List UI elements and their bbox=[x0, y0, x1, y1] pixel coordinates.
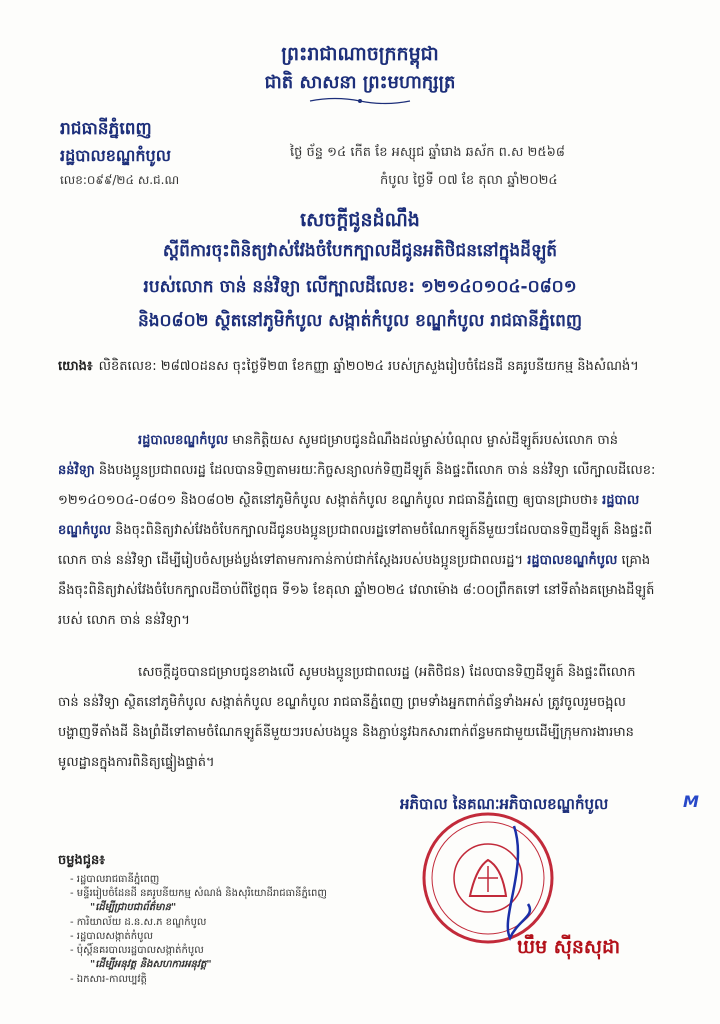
reference-number: លេខ:០៩៩/២៤ ស.ជ.ណ bbox=[60, 173, 180, 187]
paragraph-text: មានកិត្តិយស សូមជម្រាបជូនដំណឹងដល់ម្ចាស់បំណុល ម្ចាស់ដីឡូត៍របស់លោក ចាន់ bbox=[228, 433, 618, 448]
cc-item: - ប៉ុស្ដិ៍នគរបាលរដ្ឋបាលសង្កាត់កំបូល bbox=[70, 945, 204, 956]
ornament-divider-icon bbox=[305, 96, 415, 106]
lunar-date: ថ្ងៃ ច័ន្ទ ១៤ កើត ខែ អស្សុជ ឆ្នាំរោង ឆស័ក ព.ស ២៥៦៨ bbox=[290, 145, 565, 160]
reference-label: យោង៖ bbox=[58, 359, 93, 374]
initials-mark: M bbox=[683, 792, 699, 811]
body-paragraph-1 bbox=[58, 426, 658, 636]
paragraph-text: គ្រោងនឹងចុះពិនិត្យវាស់វែងចំបែកក្បាលដីចាប់ពីថ្ងៃពុធ ទី១៦ ខែតុលា ឆ្នាំ២០២៤ វេលាម៉ោង ៨:០០ព្រឹកតទៅ នៅទីតាំងគម្រោងដីឡូត៍របស់ លោក ចាន់ នន់វិទ្យា។ bbox=[58, 553, 655, 628]
signatory-title: អភិបាល នៃគណៈអភិបាលខណ្ឌកំបូល bbox=[400, 795, 609, 813]
cc-note: "ដើម្បីជ្រាបជាព័ត៌មាន" bbox=[90, 902, 177, 913]
body-paragraph-2: សេចក្ដីដូចបានជម្រាបជូនខាងលើ សូមបងប្អូនប្រជាពលរដ្ឋ (អតិថិជន) ដែលបានទិញដីឡូត៍ និងផ្ទះពីលោក ចាន់ នន់វិទ្យា ស្ថិតនៅភូមិកំបូល សង្កាត់កំបូល ខណ្ឌកំបូល រាជធានីភ្នំពេញ ព្រមទាំងអ្នកពាក់ព័ន្ធទាំងអស់ ត្រូវចូលរួមចង្អុលបង្ហាញទីតាំងដី និងព្រំដីទៅតាមចំណែកឡូត៍នីមួយៗរបស់បងប្អូន និងភ្ជាប់នូវឯកសារពាក់ព័ន្ធមកជាមួយដើម្បីក្រុមការងារមានមូលដ្ឋានក្នុងការពិនិត្យផ្ទៀងផ្ទាត់។ bbox=[58, 665, 636, 770]
paragraph-text: និងចុះពិនិត្យវាស់វែងចំបែកក្បាលដីជូនបងប្អូនប្រជាពលរដ្ឋទៅតាមចំណែកឡូត៍នីមួយៗដែលបានទិញដីឡូត៍ និងផ្ទះពីលោក ចាន់ នន់វិទ្យា ដើម្បីរៀបចំសម្រង់ប្លង់ទៅតាមការកាន់កាប់ជាក់ស្ដែងរបស់បងប្អូនប្រជាពលរដ្ឋ។ bbox=[58, 523, 653, 568]
solar-date: កំបូល ថ្ងៃទី ០៧ ខែ តុលា ឆ្នាំ២០២៤ bbox=[380, 173, 558, 188]
cc-item: - មន្ទីររៀបចំដែនដី នគរូបនីយកម្ម សំណង់ និងសុរិយោដីរាជធានីភ្នំពេញ bbox=[70, 888, 327, 899]
national-motto: ជាតិ សាសនា ព្រះមហាក្សត្រ bbox=[264, 72, 456, 93]
cc-item: - ឯកសារ-កាលប្បវត្តិ bbox=[70, 974, 147, 985]
kingdom-heading: ព្រះរាជាណាចក្រកម្ពុជា bbox=[281, 43, 439, 65]
subject-line-1: ស្ដីពីការចុះពិនិត្យវាស់វែងចំបែកក្បាលដីជូនអតិថិជននៅក្នុងដីឡូត៍ bbox=[162, 241, 558, 261]
cc-note: "ដើម្បីអនុវត្ត និងសហការអនុវត្ត" bbox=[90, 959, 212, 970]
paragraph-text: និងបងប្អូនប្រជាពលរដ្ឋ ដែលបានទិញតាមរយៈកិច្ចសន្យាលក់ទិញដីឡូត៍ និងផ្ទះពីលោក ចាន់ នន់វិទ្យា លើក្បាលដីលេខ: ១២១៤០១០៤-០៨០១ និង០៨០២ ស្ថិតនៅភូមិកំបូល សង្កាត់កំបូល ខណ្ឌកំបូល រាជធានីភ្នំពេញ ឲ្យបានជ្រាបថា៖ bbox=[58, 463, 656, 508]
subject-line-2: របស់លោក ចាន់ នន់វិទ្យា លើក្បាលដីលេខ: ១២១៤០១០៤-០៨០១ bbox=[143, 277, 577, 297]
cc-item: - ការិយាល័យ ដ.ន.ស.ភ ខណ្ឌកំបូល bbox=[70, 917, 207, 928]
cc-item: - រដ្ឋបាលសង្កាត់កំបូល bbox=[70, 931, 153, 942]
reference-text: លិខិតលេខ: ២៨៧០ដនស ចុះថ្ងៃទី២៣ ខែកញ្ញា ឆ្នាំ២០២៤ របស់ក្រសួងរៀបចំដែនដី នគរូបនីយកម្ម និងសំណង់។ bbox=[98, 359, 639, 374]
official-seal-icon bbox=[418, 808, 558, 948]
office-name-bold: រដ្ឋបាលខណ្ឌកំបូល bbox=[527, 553, 618, 568]
office-name-bold: រដ្ឋបាលខណ្ឌកំបូល bbox=[138, 433, 229, 448]
issuer-capital: រាជធានីភ្នំពេញ bbox=[60, 119, 152, 139]
owner-name-bold: នន់វិទ្យា bbox=[58, 463, 95, 478]
cc-item: - រដ្ឋបាលរាជធានីភ្នំពេញ bbox=[70, 874, 160, 885]
reference-block bbox=[58, 352, 658, 382]
office-name-bold: រដ្ឋបាលខណ្ឌកំបូល bbox=[58, 493, 640, 538]
subject-line-3: និង០៨០២ ស្ថិតនៅភូមិកំបូល សង្កាត់កំបូល ខណ្ឌកំបូល រាជធានីភ្នំពេញ bbox=[137, 311, 583, 331]
document-title: សេចក្ដីជូនដំណឹង bbox=[300, 209, 420, 231]
issuer-office: រដ្ឋបាលខណ្ឌកំបូល bbox=[60, 146, 171, 165]
signatory-name: ឃឹម ស៊ីនសុដា bbox=[517, 936, 621, 958]
cc-title: ចម្លងជូន៖ bbox=[58, 853, 105, 868]
